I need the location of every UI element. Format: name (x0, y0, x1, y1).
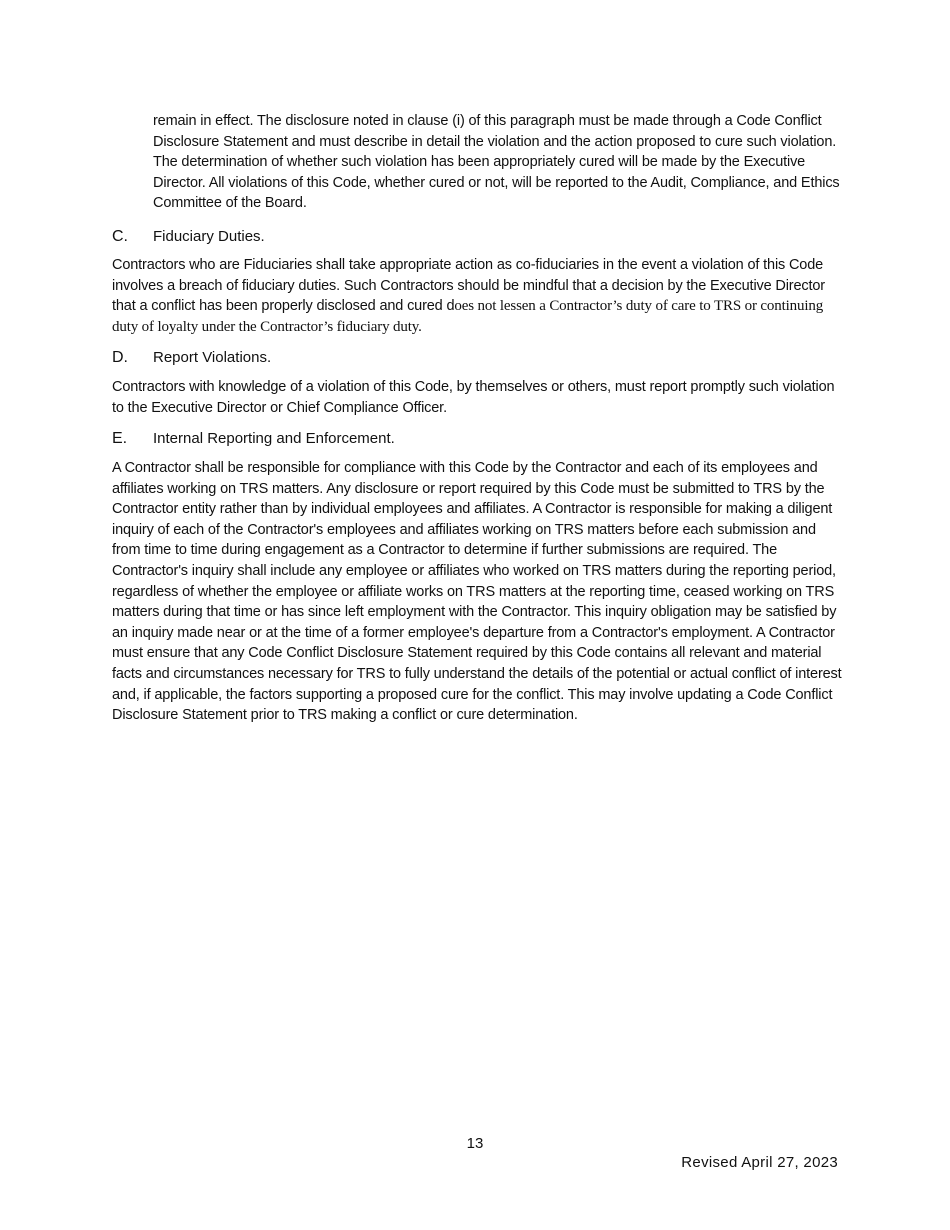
section-letter: D. (112, 349, 128, 366)
fiduciary-duties-text-part1: Contractors who are Fiduciaries shall take appropriate action as co-fiduciaries in the event a violation of this Code involves a breach of fiduciary duties. Such Contractors should be mindful that a decision by the Executive Director that a conflict has been properly disclosed and cured d (112, 257, 825, 315)
fiduciary-duties-paragraph (112, 255, 844, 337)
section-heading-internal-reporting (112, 429, 395, 449)
revised-date: Revised April 27, 2023 (681, 1154, 838, 1171)
section-title: Fiduciary Duties. (153, 228, 265, 245)
intro-paragraph: remain in effect. The disclosure noted in clause (i) of this paragraph must be made through a Code Conflict Disclosure Statement and must describe in detail the violation and the action proposed to cure such violation. The determination of whether such violation has been appropriately cured will be made by the Executive Director. All violations of this Code, whether cured or not, will be reported to the Audit, Compliance, and Ethics Committee of the Board. (153, 113, 840, 212)
section-letter: C. (112, 228, 128, 245)
internal-reporting-paragraph: A Contractor shall be responsible for compliance with this Code by the Contractor and each of its employees and affiliates working on TRS matters. Any disclosure or report required by this Code must be submitted to TRS by the Contractor entity rather than by individual employees and affiliates. A Contractor is responsible for making a diligent inquiry of each of the Contractor's employees and affiliates working on TRS matters before each submission and from time to time during engagement as a Contractor to determine if further submissions are required. The Contractor's inquiry shall include any employee or affiliates who worked on TRS matters during the reporting period, regardless of whether the employee or affiliate works on TRS matters at the reporting time, ceased working on TRS matters during that time or has since left employment with the Contractor. This inquiry obligation may be satisfied by an inquiry made near or at the time of a former employee's departure from a Contractor's employment. A Contractor must ensure that any Code Conflict Disclosure Statement required by this Code contains all relevant and material facts and circumstances necessary for TRS to fully understand the details of the potential or actual conflict of interest and, if applicable, the factors supporting a proposed cure for the conflict. This may involve updating a Code Conflict Disclosure Statement prior to TRS making a conflict or cure determination. (112, 460, 842, 724)
section-letter: E. (112, 430, 128, 447)
section-title: Report Violations. (153, 349, 272, 366)
fiduciary-duties-text-part2: oes not lessen a Contractor’s duty of care to TRS or continuing duty of loyalty under the Contractor’s fiduciary duty. (112, 298, 824, 335)
section-heading-fiduciary-duties (112, 227, 265, 247)
report-violations-paragraph: Contractors with knowledge of a violation of this Code, by themselves or others, must report promptly such violation to the Executive Director or Chief Compliance Officer. (112, 379, 835, 416)
section-title: Internal Reporting and Enforcement. (153, 430, 395, 447)
section-heading-report-violations (112, 348, 271, 368)
page-number: 13 (466, 1135, 484, 1152)
